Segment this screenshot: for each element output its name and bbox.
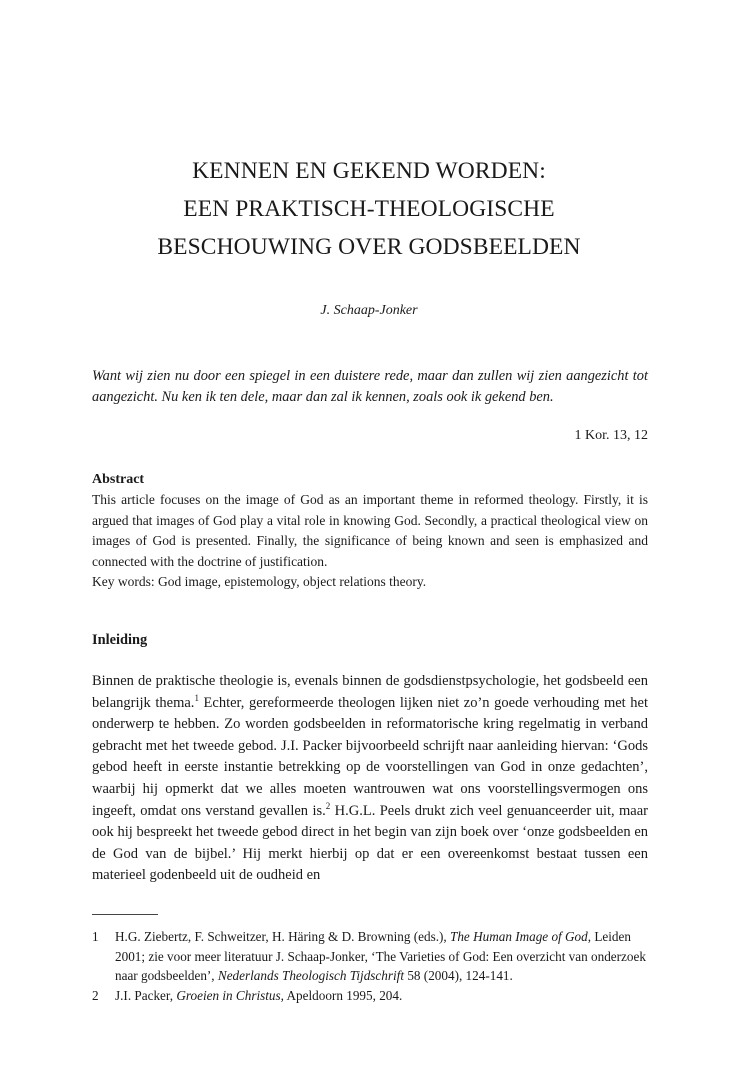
footnote-ref-1: 1 [194,692,199,703]
abstract-heading: Abstract [92,472,145,487]
footnotes [92,927,648,1006]
footnote-text [115,986,648,1006]
section-heading: Inleiding [92,632,148,648]
footnote-text-pre: H.G. Ziebertz, F. Schweitzer, H. Häring & D. Browning (eds.), [115,929,450,944]
body-text-part-1: Binnen de praktische theologie is, evenals binnen de godsdienstpsychologie, het godsbeeld een belangrijk thema. [92,673,648,711]
title-line-2: EEN PRAKTISCH-THEOLOGISCHE [183,196,555,222]
footnote-book-title: Groeien in Christus, [176,988,284,1004]
footnote-text-post: 58 (2004), 124-141. [404,968,513,984]
body-text-part-3: H.G.L. Peels drukt zich veel genuanceerder uit, maar ook hij bespreekt het tweede gebod direct in het begin van zijn boek over ‘onze godsbeelden en de God van de bijbel.’ Hij merkt hierbij op dat er een overeenkomst bestaat tussen een materieel godenbeeld uit de oudheid en [92,802,648,884]
footnote-1 [92,927,648,986]
motto-quote: Want wij zien nu door een spiegel in een duistere rede, maar dan zullen wij zien aangezicht tot aangezicht. Nu ken ik ten dele, maar dan zal ik kennen, zoals ook ik gekend ben. [92,368,648,405]
title-line-1: KENNEN EN GEKEND WORDEN: [192,158,546,184]
footnote-number: 1 [92,929,99,944]
footnote-ref-2: 2 [325,800,331,811]
footnote-text-pre: J.I. Packer, [115,988,177,1004]
footnote-text-mid: , Leiden 2001; zie voor meer literatuur J. Schaap-Jonker, ‘The Varieties of God: Een overzicht van onderzoek naar godsbeelden’, [115,929,646,984]
footnote-book-title: The Human Image of God [450,929,588,944]
footnote-journal-title: Nederlands Theologisch Tijdschrift [217,968,405,984]
footnote-text [115,927,648,986]
abstract-keywords: Key words: God image, epistemology, object relations theory. [92,574,427,590]
body-text-part-2: Echter, gereformeerde theologen lijken niet zo’n goede verhouding met het onderwerp te hebben. Zo worden godsbeelden in reformatorische kring regelmatig in verband gebracht met het tweede gebod. J.I. Packer bijvoorbeeld schrijft naar aanleiding hiervan: ‘Gods gebod heeft in eerste instantie betrekking op de voorstellingen van God in onze gedachten’, waarbij hij opmerkt dat we alles moeten wantrouwen wat ons voorstellingsvermogen ons ingeeft, omdat ons verstand gevallen is. [92,694,649,819]
footnote-text-post: Apeldoorn 1995, 204. [283,988,403,1004]
footnote-2 [92,986,648,1006]
author-name: J. Schaap-Jonker [320,303,418,318]
motto-reference: 1 Kor. 13, 12 [574,428,648,443]
abstract-section [92,470,648,592]
article-title [60,152,678,266]
footnote-divider [92,914,158,915]
footnote-number: 2 [92,988,99,1004]
body-paragraph [92,671,648,887]
title-line-3: BESCHOUWING OVER GODSBEELDEN [157,234,581,260]
abstract-text: This article focuses on the image of God as an important theme in reformed theology. Firstly, it is argued that images of God play a vital role in knowing God. Secondly, a practical theological view on images of God is presented. Finally, the significance of being known and seen is emphasized and connected with the doctrine of justification. [92,492,648,569]
